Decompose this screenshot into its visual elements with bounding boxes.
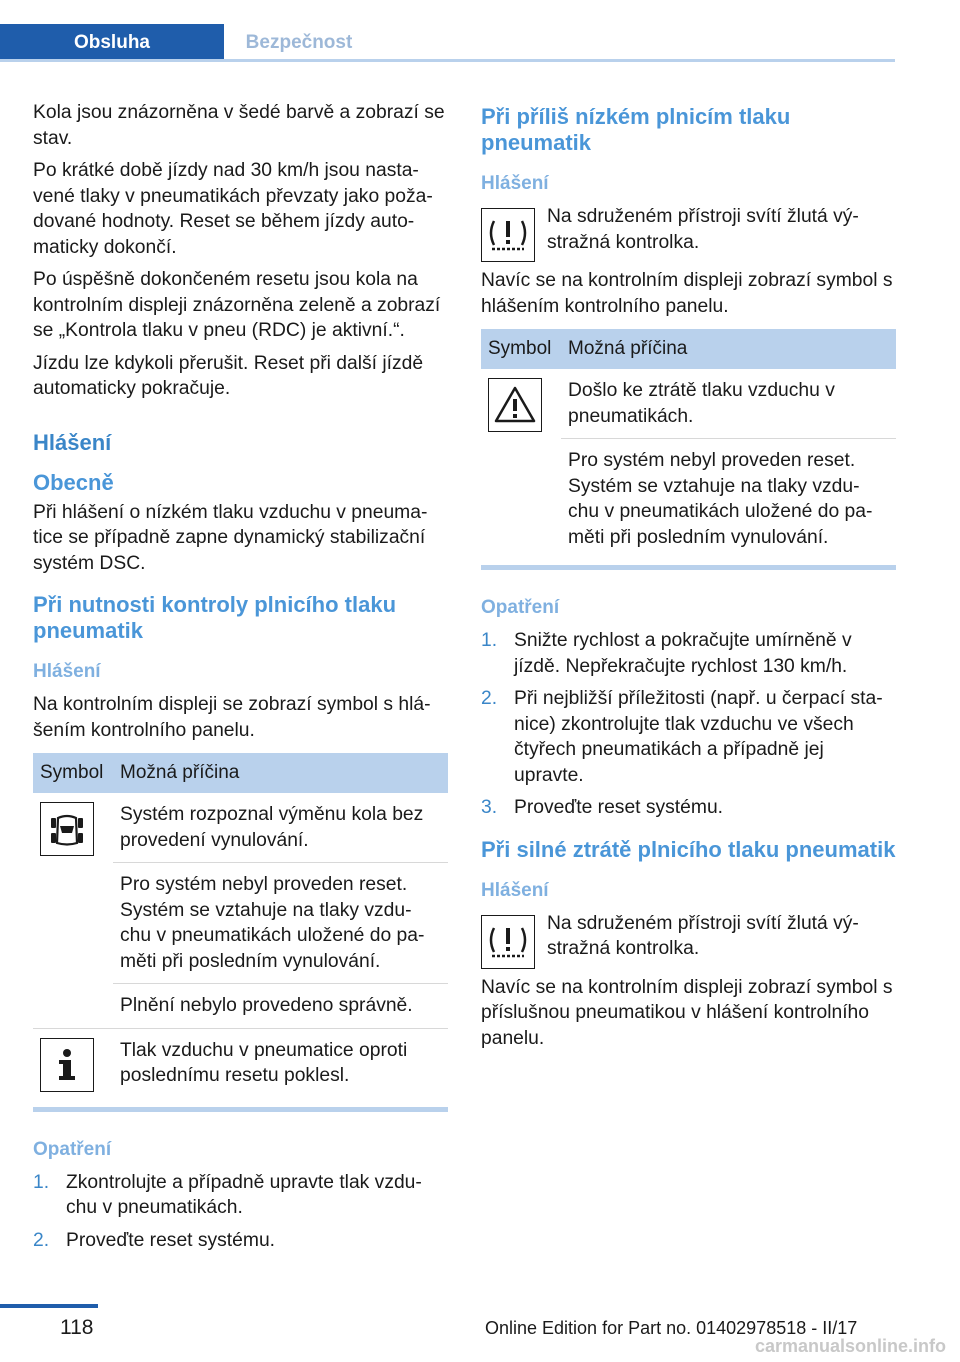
paragraph: Jízdu lze kdykoli přerušit. Reset při další jízdě automaticky pokračuje.: [33, 352, 424, 399]
section-heading: Hlášení: [33, 429, 112, 455]
table-header-cause: Možná příčina: [113, 753, 448, 793]
subsection-heading: Při silné ztrátě plnicího tlaku pneumatik: [481, 836, 896, 862]
table-header-cause: Možná příčina: [561, 329, 896, 369]
table-header-symbol: Symbol: [481, 329, 561, 369]
table-bottom-rule: [481, 565, 896, 570]
table-row: [33, 793, 448, 863]
subsection-heading: Obecně: [33, 469, 114, 495]
symbol-table: [481, 329, 896, 559]
symbol-table: [33, 753, 448, 1101]
list-item: 3. Proveďte reset systému.: [481, 797, 724, 818]
tire-pressure-warning-icon: [481, 208, 535, 262]
paragraph: Navíc se na kontrolním displeji zobrazí symbol s hlášením kontrolního panelu.: [481, 270, 893, 317]
tab-underline: [0, 59, 895, 62]
table-cell-cause: Systém rozpoznal výměnu kola bez provedení vynulování.: [113, 793, 448, 863]
right-column: [481, 100, 896, 1058]
subsection-heading: Při nutnosti kontroly plnicího tlaku pneumatik: [33, 592, 397, 643]
tab-obsluha[interactable]: Obsluha: [0, 24, 224, 62]
list-item: 1. Snižte rychlost a pokračujte umírněně v jízdě. Nepřekračujte rychlost 130 km/h.: [481, 630, 852, 677]
warning-triangle-icon: [488, 378, 542, 432]
minor-heading: Hlášení: [481, 173, 549, 194]
minor-heading: Hlášení: [33, 661, 101, 682]
list-item: 1. Zkontrolujte a případně upravte tlak vzdu‐chu v pneumatikách.: [33, 1171, 422, 1218]
table-bottom-rule: [33, 1107, 448, 1112]
left-column: [33, 100, 448, 1260]
edition-label: Online Edition for Part no. 01402978518 - II/17: [485, 1318, 858, 1338]
table-row: [481, 369, 896, 439]
footer-bar: [0, 1304, 98, 1308]
tab-bezpecnost[interactable]: Bezpečnost: [245, 32, 353, 53]
paragraph: Na sdruženém přístroji svítí žlutá vý‐stražná kontrolka.: [547, 206, 859, 253]
minor-heading: Hlášení: [481, 879, 549, 901]
table-cell-cause: Pro systém nebyl proveden reset. Systém se vztahuje na tlaky vzdu‐chu v pneumatikách uložené do pa‐měti při posledním vynulování.: [568, 450, 873, 548]
minor-heading: Opatření: [481, 597, 560, 618]
warning-row: [481, 204, 896, 260]
paragraph: Při hlášení o nízkém tlaku vzduchu v pneuma‐tice se případně zapne dynamický stabilizační systém DSC.: [33, 501, 428, 574]
paragraph: Kola jsou znázorněna v šedé barvě a zobrazí se stav.: [33, 102, 445, 149]
subsection-heading: Při příliš nízkém plnicím tlaku pneumatik: [481, 104, 791, 155]
list-item: 2. Proveďte reset systému.: [33, 1229, 276, 1251]
tab-bar: [0, 24, 895, 62]
warning-row: [481, 911, 896, 967]
tire-pressure-warning-icon: [481, 915, 535, 969]
paragraph: Po úspěšně dokončeném resetu jsou kola na kontrolním displeji znázorněna zeleně a zobrazí se „Kontrola tlaku v pneu (RDC) je aktivní.“.: [33, 269, 441, 341]
table-row: [33, 1028, 448, 1101]
steps-list: [481, 628, 896, 821]
table-header-symbol: Symbol: [33, 753, 113, 793]
table-cell-cause: Tlak vzduchu v pneumatice oproti poslednímu resetu poklesl.: [113, 1028, 448, 1101]
list-item: 2. Při nejbližší příležitosti (např. u čerpací sta‐nice) zkontrolujte tlak vzduchu ve všech čtyřech pneumatikách a případně jej upravte.: [481, 688, 883, 786]
watermark: carmanualsonline.info: [754, 1336, 946, 1356]
paragraph: Po krátké době jízdy nad 30 km/h jsou nasta‐vené tlaky v pneumatikách převzaty jako poža‐dované hodnoty. Reset se během jízdy auto‐maticky dokončí.: [33, 160, 433, 258]
table-cell-cause: Došlo ke ztrátě tlaku vzduchu v pneumatikách.: [561, 369, 896, 439]
table-cell-cause: Pro systém nebyl proveden reset. Systém se vztahuje na tlaky vzdu‐chu v pneumatikách uložené do pa‐měti při posledním vynulování.: [113, 863, 448, 984]
steps-list: [33, 1170, 448, 1254]
page-number: 118: [60, 1316, 94, 1339]
paragraph: Na sdruženém přístroji svítí žlutá vý‐stražná kontrolka.: [547, 912, 859, 959]
paragraph: Na kontrolním displeji se zobrazí symbol s hlá‐šením kontrolního panelu.: [33, 694, 431, 741]
info-icon: [40, 1038, 94, 1092]
car-tire-icon: [40, 802, 94, 856]
table-cell-cause: Plnění nebylo provedeno správně.: [113, 984, 448, 1029]
paragraph: Navíc se na kontrolním displeji zobrazí symbol s příslušnou pneumatikou v hlášení kontrolního panelu.: [481, 976, 893, 1049]
minor-heading: Opatření: [33, 1138, 112, 1160]
